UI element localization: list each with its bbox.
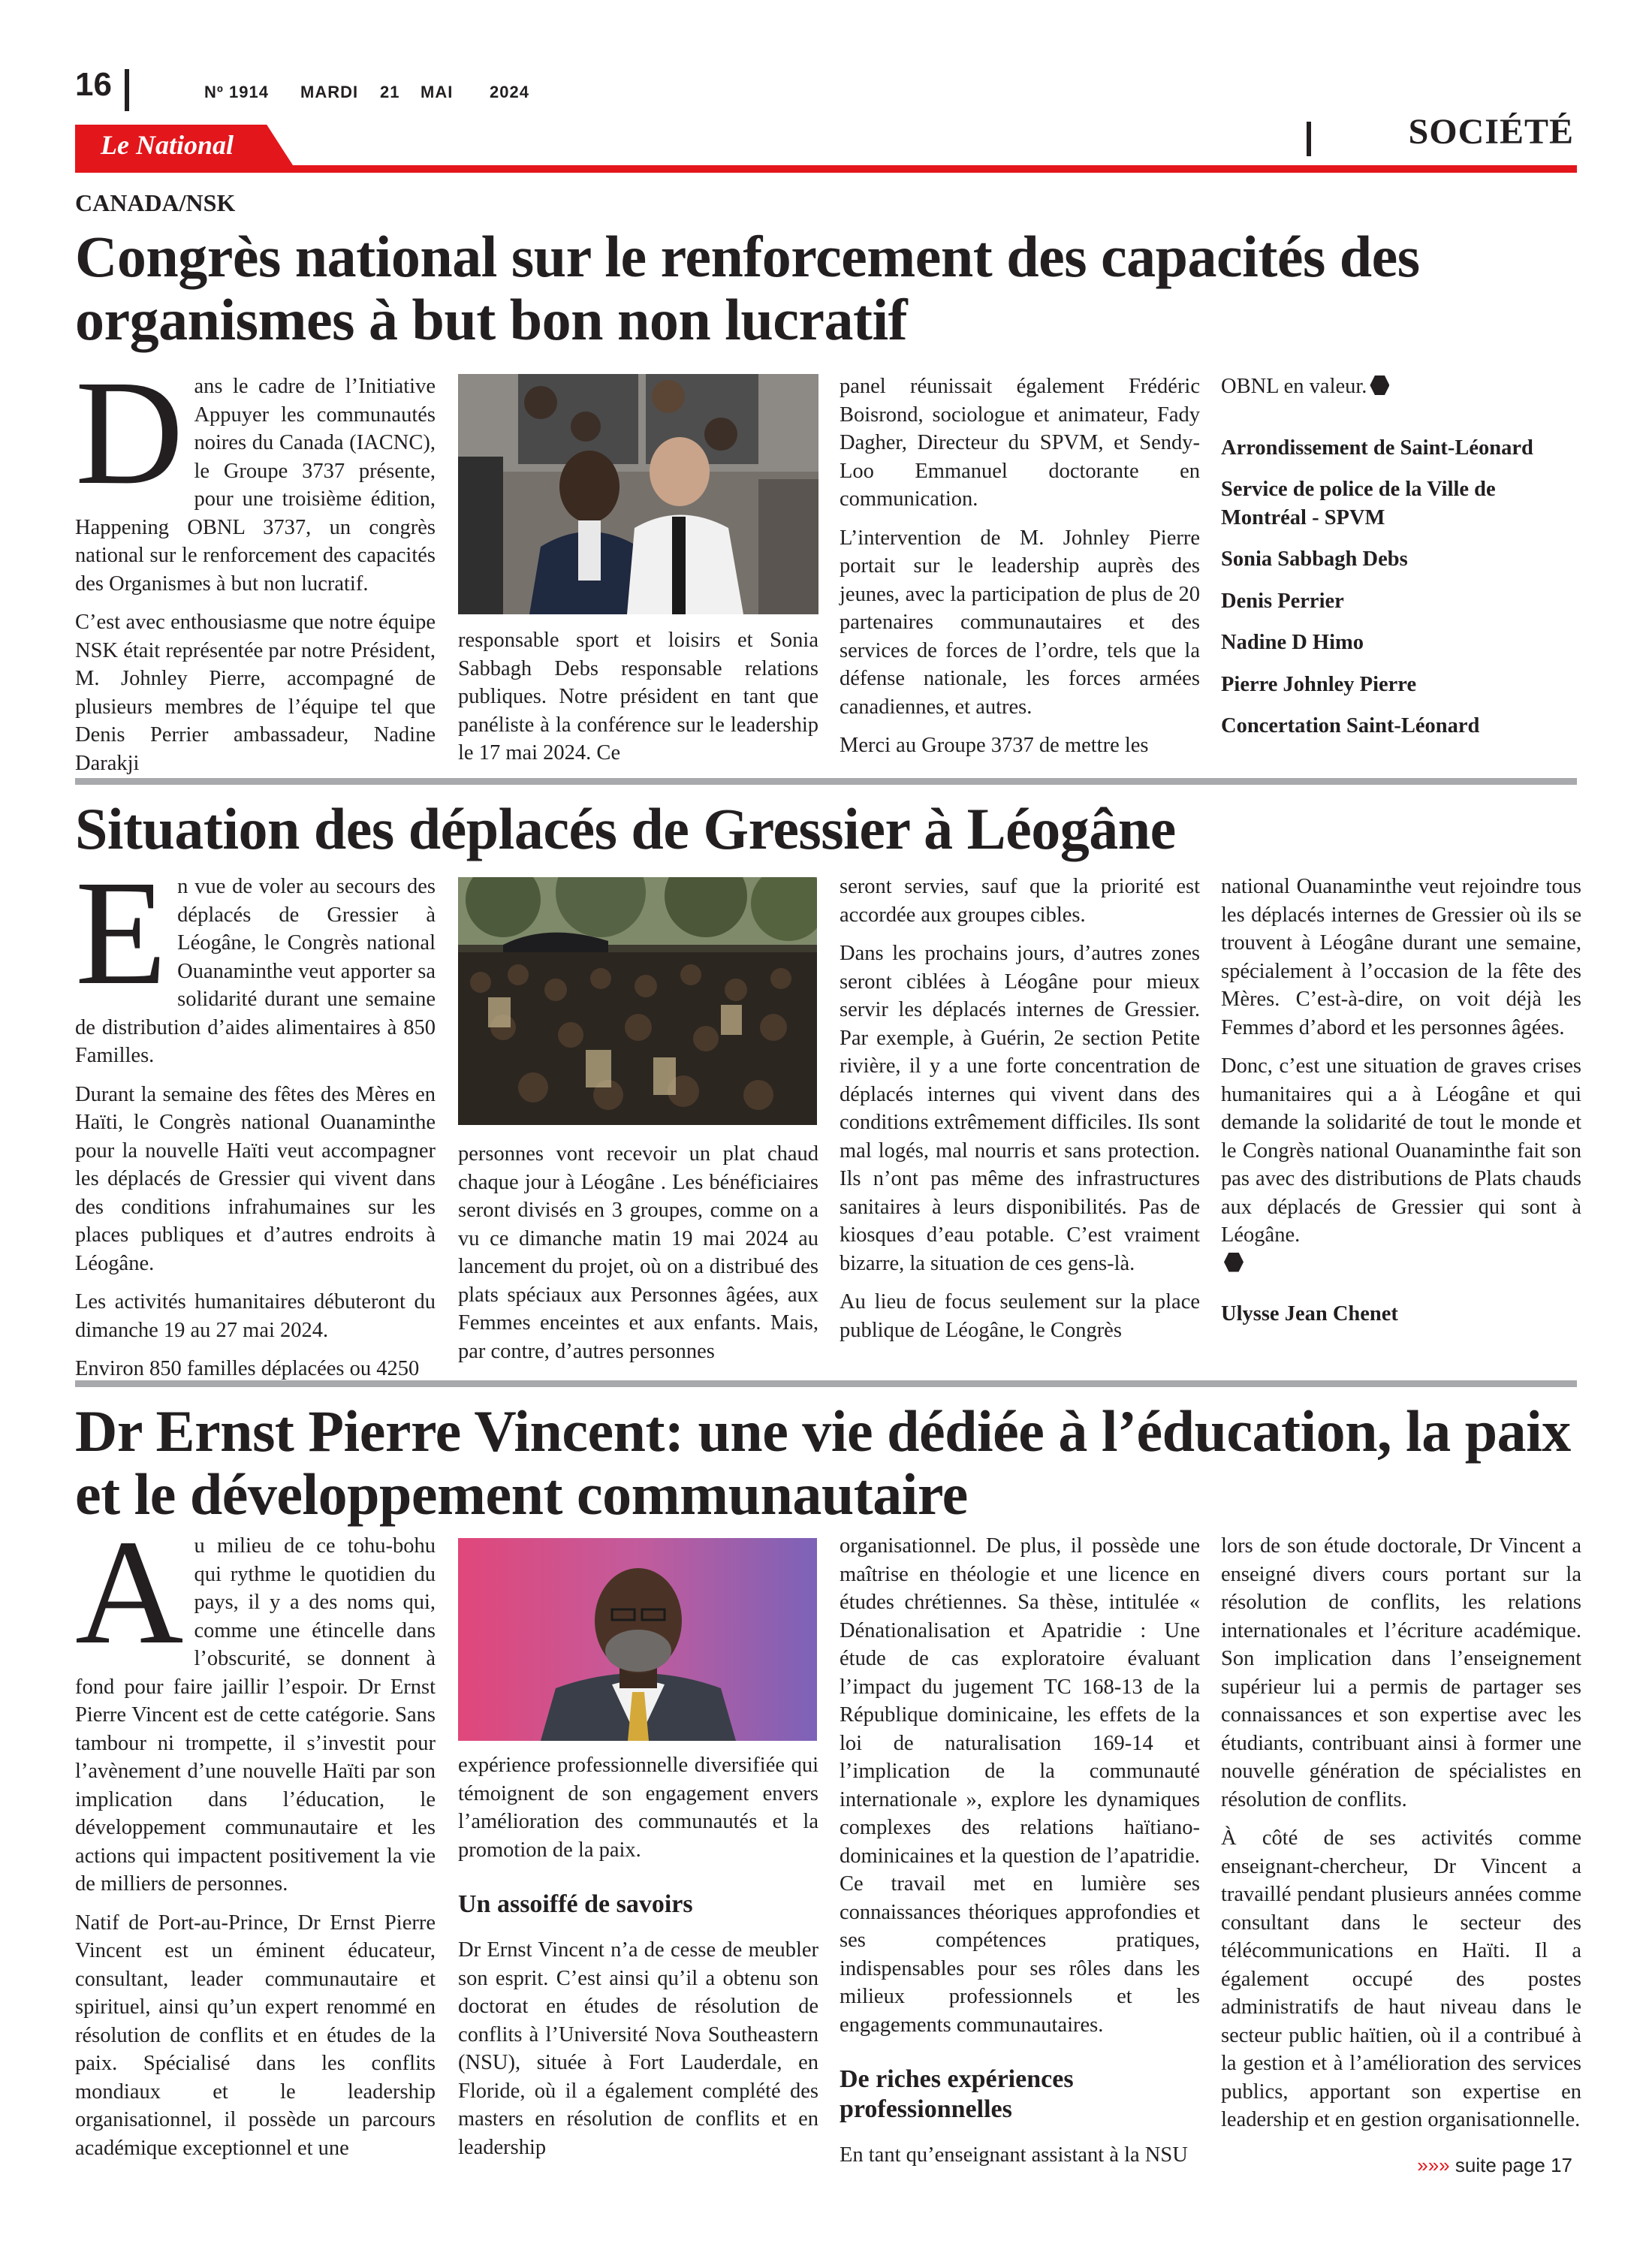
page-number: 16	[75, 66, 112, 103]
issue-month: MAI	[421, 83, 454, 101]
article3-dropcap: A	[75, 1510, 184, 1675]
article1-photo	[458, 374, 818, 614]
article1-dropcap: D	[75, 350, 184, 516]
article1-column-1	[75, 350, 436, 788]
portrait-image	[458, 1538, 817, 1741]
article3-column-1	[75, 1510, 436, 2173]
article2-paragraph: seront servies, sauf que la priorité est accordée aux groupes cibles.	[840, 875, 1200, 927]
issue-year: 2024	[490, 83, 529, 101]
article3-column-4	[1221, 1532, 1581, 2145]
article3-subhead: Un assoiffé de savoirs	[458, 1890, 693, 1918]
article1-paragraph: C’est avec enthousiasme que notre équipe NSK était représentée par notre Président, M. Johnley Pierre, accompagné de plusieurs membres de l’équipe tel que Denis Perrier ambassadeur, Nadine Darakji	[75, 611, 436, 775]
article2-paragraph: Les activités humanitaires débuteront du dimanche 19 au 27 mai 2024.	[75, 1290, 436, 1342]
article3-portrait	[458, 1538, 817, 1741]
credit-list-item: Nadine D Himo	[1221, 631, 1364, 654]
issue-date-number: 21	[380, 83, 400, 101]
article1-headline: Congrès national sur le renforcement des capacités des organismes à but bon non lucratif	[75, 224, 1420, 352]
article2-photo	[458, 877, 817, 1125]
article1-paragraph: ans le cadre de l’Initiative Appuyer les communautés noires du Canada (IACNC), le Groupe 3737 présente, pour une troisième édition, Happening OBNL 3737, un congrès national sur le renforcement des capacités des Organismes à but non lucratif.	[75, 375, 436, 596]
header-rule	[75, 165, 1577, 173]
continued-link[interactable]	[1417, 2154, 1572, 2177]
article3-paragraph: lors de son étude doctorale, Dr Vincent a enseigné divers cours portant sur la résolution de conflits, les relations internationales et l’écriture académique. Son implication dans l’enseignement supérieur lui a permis de partager ses connaissances et son expertise avec les étudiants, contribuant ainsi à former une nouvelle génération de spécialistes en résolution de conflits.	[1221, 1534, 1581, 1811]
end-of-article-mark	[1370, 376, 1389, 395]
article2-paragraph: Donc, c’est une situation de graves crises humanitaires qui a à Léogâne et qui demande la solidarité de tout le monde et le Congrès national Ouanaminthe fait son pas avec des distributions de Plats chauds aux déplacés de Gressier qui sont à Léogâne.	[1221, 1054, 1581, 1247]
article3-subhead: De riches expériences professionnelles	[840, 2065, 1074, 2123]
article-divider	[75, 1380, 1577, 1387]
article3-paragraph: Natif de Port-au-Prince, Dr Ernst Pierre Vincent est un éminent éducateur, consultant, leader communautaire et spirituel, ainsi qu’un expert renommé en résolution de conflits et en études de la paix. Spécialisé dans les conflits mondiaux et le leadership organisationnel, il possède un parcours académique exceptionnel et une	[75, 1911, 436, 2160]
article2-paragraph: Durant la semaine des fêtes des Mères en Haïti, le Congrès national Ouanaminthe pour la nouvelle Haïti veut accompagner les déplacés de Gressier qui vivent dans des conditions infrahumaines sur les places publiques et d’autres endroits à Léogâne.	[75, 1082, 436, 1275]
article1-paragraph: panel réunissait également Frédéric Boisrond, sociologue et animateur, Fady Dagher, Directeur du SPVM, et Sendy-Loo Emmanuel doctorante en communication.	[840, 375, 1200, 511]
article2-column-3	[840, 873, 1200, 1355]
credit-list-item: Denis Perrier	[1221, 589, 1344, 613]
article2-byline: Ulysse Jean Chenet	[1221, 1302, 1398, 1326]
article2-paragraph: personnes vont recevoir un plat chaud chaque jour à Léogâne . Les bénéficiaires seront divisés en 3 groupes, comme on a vu ce dimanche matin 19 mai 2024 au lancement du projet, où on a distribué des plats spéciaux aux Personnes âgées, aux Femmes enceintes et aux enfants. Mais, par contre, d’autres personnes	[458, 1142, 818, 1363]
article1-column-3	[840, 372, 1200, 771]
article3-headline: Dr Ernst Pierre Vincent: une vie dédiée à l’éducation, la paix et le développement communautaire	[75, 1398, 1571, 1527]
crowd-photo-image	[458, 877, 817, 1125]
article3-column-2	[458, 1751, 818, 2172]
article2-paragraph: Environ 850 familles déplacées ou 4250	[75, 1357, 420, 1380]
section-title: SOCIÉTÉ	[1408, 112, 1574, 152]
article3-paragraph: u milieu de ce tohu-bohu qui rythme le quotidien du pays, il y a des noms qui, comme une étincelle dans l’obscurité, se donnent à fond pour faire jaillir l’espoir. Dr Ernst Pierre Vincent est de cette catégorie. Sans tambour ni trompette, il s’investit pour l’avènement d’une nouvelle Haïti par son implication dans l’éducation, le développement communautaire et les actions qui impactent positivement la vie de milliers de personnes.	[75, 1534, 436, 1896]
article2-paragraph: national Ouanaminthe veut rejoindre tous les déplacés internes de Gressier où ils se trouvent à Léogâne durant une semaine, spécialement à l’occasion de la fête des Mères. C’est-à-dire, on voit déjà les Femmes d’abord et les personnes âgées.	[1221, 875, 1581, 1039]
article1-paragraph: L’intervention de M. Johnley Pierre portait sur le leadership auprès des jeunes, avec la participation de plus de 20 partenaires communautaires et des services de forces de l’ordre, tels que la défense nationale, les forces armées canadiennes, et autres.	[840, 526, 1200, 719]
continued-text: suite page 17	[1455, 2154, 1572, 2176]
article2-paragraph: n vue de voler au secours des déplacés de Gressier à Léogâne, le Congrès national Ouanaminthe veut apporter sa solidarité durant une semaine de distribution d’aides alimentaires à 850 Familles.	[75, 875, 436, 1067]
article1-paragraph: Merci au Groupe 3737 de mettre les	[840, 734, 1149, 757]
end-of-article-mark	[1224, 1253, 1244, 1272]
issue-day: MARDI	[300, 83, 359, 101]
article2-paragraph: Au lieu de focus seulement sur la place publique de Léogâne, le Congrès	[840, 1290, 1200, 1342]
article-divider	[75, 778, 1577, 785]
issue-number: Nº 1914	[204, 83, 269, 101]
article1-closing-text: OBNL en valeur.	[1221, 375, 1367, 398]
continued-arrows: »»»	[1417, 2154, 1450, 2176]
article1-column-2	[458, 626, 818, 778]
article3-paragraph: expérience professionnelle diversifiée qui témoignent de son engagement envers l’amélioration des communautés et la promotion de la paix.	[458, 1754, 818, 1862]
credit-list-item: Arrondissement de Saint-Léonard	[1221, 436, 1533, 460]
newspaper-logo: Le National	[101, 130, 234, 160]
credit-list-item: Pierre Johnley Pierre	[1221, 672, 1417, 696]
credit-list-item: Service de police de la Ville de Montréal - SPVM	[1221, 478, 1496, 529]
article3-column-3	[840, 1532, 1200, 2180]
article2-column-2	[458, 1140, 818, 1376]
article1-kicker: CANADA/NSK	[75, 189, 236, 216]
article3-paragraph: organisationnel. De plus, il possède une maîtrise en théologie et une licence en études chrétiennes. Sa thèse, intitulée « Dénationalisation et Apatridie : Une étude de cas exploratoire évaluant l’impact du jugement TC 168-13 de la République dominicaine, les effets de la loi de naturalisation 169-14 et l’implication de la communauté internationale », explore les dynamiques complexes des relations haïtiano-dominicaines et la question de l’apatridie. Ce travail met en lumière ses connaissances théoriques approfondies et ses compétences pratiques, indispensables pour ses rôles dans les milieux professionnels et les engagements communautaires.	[840, 1534, 1200, 2037]
article1-column-4	[1221, 372, 1581, 754]
article1-paragraph: responsable sport et loisirs et Sonia Sabbagh Debs responsable relations publiques. Notre président en tant que panéliste à la conférence sur le leadership le 17 mai 2024. Ce	[458, 629, 818, 765]
article2-headline: Situation des déplacés de Gressier à Léogâne	[75, 796, 1176, 861]
event-photo-image	[458, 374, 818, 614]
article2-column-1	[75, 850, 436, 1394]
article2-column-4	[1221, 873, 1581, 1339]
page-number-divider	[125, 69, 129, 111]
article2-paragraph: Dans les prochains jours, d’autres zones seront ciblées à Léogâne pour mieux servir les déplacés internes de Gressier. Par exemple, à Guérin, 2e section Petite rivière, il y a une forte concentration de déplacés internes qui vivent dans des conditions extrêmement difficiles. Ils sont mal logés, mal nourris et sans protection. Ils n’ont pas même des infrastructures sanitaires à leurs disponibilités. Pas de kiosques d’eau potable. C’est vraiment bizarre, la situation de ces gens-là.	[840, 942, 1200, 1275]
article2-dropcap: E	[75, 850, 167, 1016]
credit-list-item: Sonia Sabbagh Debs	[1221, 547, 1408, 571]
article3-paragraph: À côté de ses activités comme enseignant-chercheur, Dr Vincent a travaillé pendant plusieurs années comme consultant dans le secteur des télécommunications en Haïti. Il a également occupé des postes administratifs de haut niveau dans le secteur public haïtien, où il a contribué à la gestion et à l’amélioration des services publics, apportant son expertise en leadership et en gestion organisationnelle.	[1221, 1826, 1581, 2131]
credit-list-item: Concertation Saint-Léonard	[1221, 714, 1480, 737]
article3-paragraph: En tant qu’enseignant assistant à la NSU	[840, 2143, 1188, 2167]
section-divider	[1307, 122, 1311, 156]
article3-paragraph: Dr Ernst Vincent n’a de cesse de meubler son esprit. C’est ainsi qu’il a obtenu son doctorat en études de résolution de conflits à l’Université Nova Southeastern (NSU), située à Fort Lauderdale, en Floride, où il a également complété des masters en résolution de conflits et en leadership	[458, 1938, 818, 2159]
